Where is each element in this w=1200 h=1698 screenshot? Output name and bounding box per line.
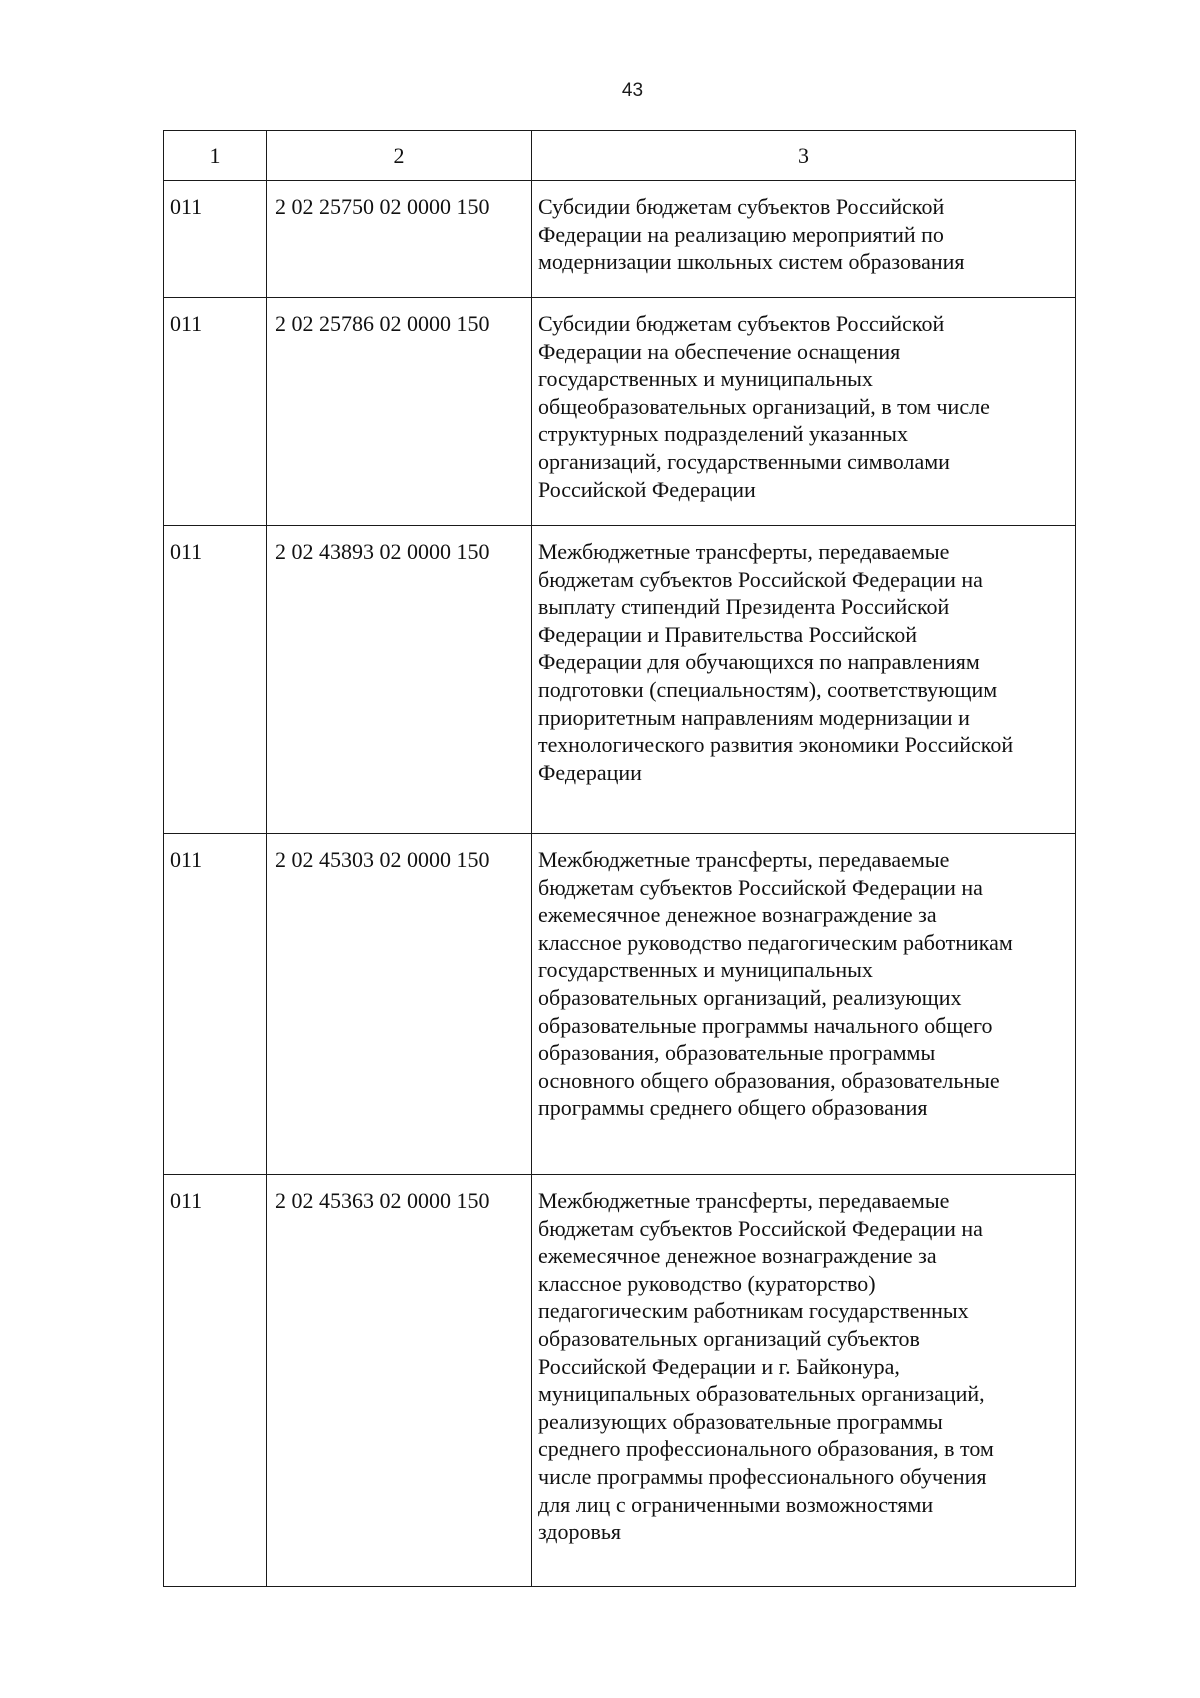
- description-line: государственных и муниципальных: [538, 957, 873, 983]
- description-line: образования, образовательные программы: [538, 1040, 936, 1066]
- description-line: образовательных организаций субъектов: [538, 1325, 920, 1351]
- description-line: Межбюджетные трансферты, передаваемые: [538, 847, 950, 872]
- column-header-3: 3: [532, 131, 1076, 181]
- table-row: [164, 1175, 1076, 1587]
- description-line: образовательные программы начального общего: [538, 1012, 993, 1038]
- description-line: программы среднего общего образования: [538, 1095, 928, 1121]
- description-line: бюджетам субъектов Российской Федерации на: [538, 874, 983, 900]
- description-line: бюджетам субъектов Российской Федерации на: [538, 566, 983, 592]
- description-line: для лиц с ограниченными возможностями: [538, 1491, 934, 1517]
- description-line: технологического развития экономики Российской: [538, 732, 1014, 758]
- description-line: Межбюджетные трансферты, передаваемые: [538, 1188, 950, 1213]
- budget-code-cell: 2 02 25786 02 0000 150: [267, 298, 532, 526]
- description-line: подготовки (специальностям), соответствующим: [538, 676, 998, 702]
- description-line: ежемесячное денежное вознаграждение за: [538, 1243, 937, 1269]
- admin-code-cell: 011: [164, 834, 267, 1175]
- table-row: [164, 834, 1076, 1175]
- table-row: [164, 526, 1076, 834]
- table-row: [164, 298, 1076, 526]
- description-line: здоровья: [538, 1519, 622, 1545]
- description-line: Федерации на обеспечение оснащения: [538, 338, 901, 364]
- description-line: Субсидии бюджетам субъектов Российской: [538, 194, 945, 219]
- description-line: Федерации: [538, 759, 642, 785]
- description-line: образовательных организаций, реализующих: [538, 984, 962, 1010]
- description-line: Российской Федерации и г. Байконура,: [538, 1353, 900, 1379]
- description-cell: [532, 181, 1076, 298]
- description-line: классное руководство (кураторство): [538, 1270, 876, 1296]
- description-line: общеобразовательных организаций, в том числе: [538, 393, 990, 419]
- description-line: числе программы профессионального обучения: [538, 1463, 987, 1489]
- page-number: 43: [621, 80, 644, 101]
- description-line: ежемесячное денежное вознаграждение за: [538, 902, 937, 928]
- description-cell: [532, 1175, 1076, 1587]
- column-header-2: 2: [267, 131, 532, 181]
- description-line: среднего профессионального образования, в том: [538, 1436, 994, 1462]
- description-line: реализующих образовательные программы: [538, 1408, 943, 1434]
- description-line: педагогическим работникам государственных: [538, 1298, 969, 1324]
- budget-code-cell: 2 02 45363 02 0000 150: [267, 1175, 532, 1587]
- admin-code-cell: 011: [164, 526, 267, 834]
- table-header-row: [164, 131, 1076, 181]
- description-line: Федерации на реализацию мероприятий по: [538, 221, 944, 247]
- description-line: государственных и муниципальных: [538, 366, 873, 392]
- description-line: Межбюджетные трансферты, передаваемые: [538, 539, 950, 564]
- admin-code-cell: 011: [164, 298, 267, 526]
- description-line: Федерации для обучающихся по направлениям: [538, 649, 980, 675]
- description-line: муниципальных образовательных организаций,: [538, 1381, 985, 1407]
- admin-code-cell: 011: [164, 1175, 267, 1587]
- description-cell: [532, 526, 1076, 834]
- budget-code-cell: 2 02 45303 02 0000 150: [267, 834, 532, 1175]
- description-line: организаций, государственными символами: [538, 448, 950, 474]
- description-cell: [532, 834, 1076, 1175]
- description-line: Субсидии бюджетам субъектов Российской: [538, 311, 945, 336]
- budget-classification-table: [163, 130, 1076, 1587]
- description-line: бюджетам субъектов Российской Федерации на: [538, 1215, 983, 1241]
- table-row: [164, 181, 1076, 298]
- description-line: структурных подразделений указанных: [538, 421, 908, 447]
- description-line: классное руководство педагогическим работникам: [538, 929, 1013, 955]
- admin-code-cell: 011: [164, 181, 267, 298]
- budget-code-cell: 2 02 43893 02 0000 150: [267, 526, 532, 834]
- budget-code-cell: 2 02 25750 02 0000 150: [267, 181, 532, 298]
- description-line: Федерации и Правительства Российской: [538, 621, 918, 647]
- description-line: модернизации школьных систем образования: [538, 249, 965, 275]
- description-cell: [532, 298, 1076, 526]
- description-line: основного общего образования, образовательные: [538, 1067, 1000, 1093]
- description-line: Российской Федерации: [538, 476, 756, 502]
- column-header-1: 1: [164, 131, 267, 181]
- description-line: выплату стипендий Президента Российской: [538, 594, 950, 620]
- description-line: приоритетным направлениям модернизации и: [538, 704, 970, 730]
